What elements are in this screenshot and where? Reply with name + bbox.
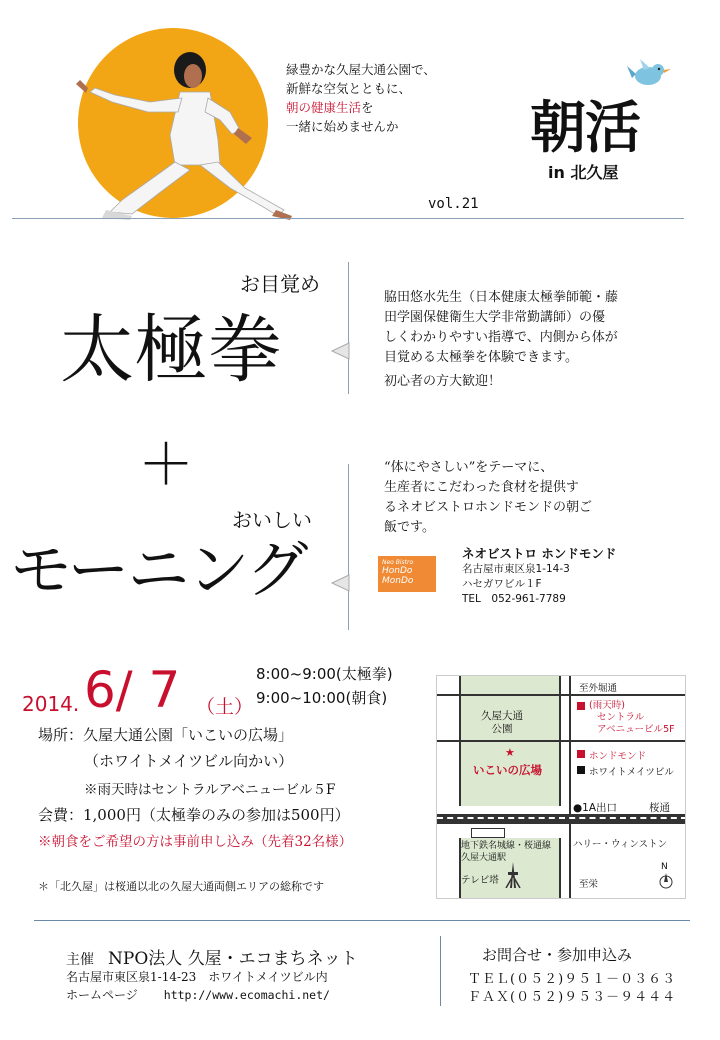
map-sakae-label: 至栄 bbox=[579, 879, 599, 890]
pointer-triangle-icon bbox=[330, 342, 350, 360]
event-times bbox=[256, 662, 393, 710]
map-sakura-label: 桜通 bbox=[649, 802, 670, 814]
morning-desc-line: “体にやさしい”をテーマに、 bbox=[384, 460, 554, 475]
map-street-top-label: 至外堀通 bbox=[579, 683, 618, 694]
taichi-figure-illustration bbox=[40, 40, 300, 220]
map-central-line: セントラル bbox=[597, 712, 645, 723]
taichi-desc-line: 目覚める太極拳を体験できます。 bbox=[384, 350, 578, 365]
logo-text: HonDo bbox=[382, 566, 413, 576]
map-building-marker bbox=[577, 750, 585, 758]
taichi-desc-line: しくわかりやすい指導で、内側から体が bbox=[384, 330, 618, 345]
map-plaza-star-icon: ★ bbox=[505, 746, 515, 759]
map-building-marker bbox=[577, 766, 585, 774]
morning-divider bbox=[348, 464, 349, 630]
contact-fax: ＦＡＸ(０５２)９５３－９４４４ bbox=[468, 990, 677, 1005]
access-map bbox=[436, 675, 686, 899]
shop-address: 名古屋市東区泉1-14-3 bbox=[462, 563, 570, 575]
intro-text bbox=[286, 60, 436, 136]
map-park-label bbox=[481, 710, 523, 736]
morning-description bbox=[384, 458, 592, 538]
map-road bbox=[437, 694, 686, 696]
plus-sign: ＋ bbox=[138, 433, 194, 498]
event-venue: 場所：久屋大通公園「いこいの広場」 bbox=[38, 726, 294, 744]
hondomondo-logo bbox=[378, 556, 436, 592]
event-date: 6/ 7 bbox=[84, 661, 181, 719]
map-sakura-dori bbox=[437, 814, 686, 824]
map-exit-label: ●1A出口 bbox=[573, 802, 618, 814]
logo-text: MonDo bbox=[382, 576, 414, 586]
map-park-label-line: 公園 bbox=[491, 723, 513, 735]
contact-tel: ＴＥＬ(０５２)９５１－０３６３ bbox=[468, 972, 677, 987]
event-weekday: （土） bbox=[196, 696, 254, 718]
intro-line bbox=[286, 98, 436, 117]
morning-kicker: おいしい bbox=[232, 508, 312, 532]
event-reservation: ※朝食をご希望の方は事前申し込み（先着32名様） bbox=[38, 834, 353, 850]
map-central-line: (雨天時) bbox=[589, 700, 625, 711]
page-subtitle: in 北久屋 bbox=[548, 163, 619, 182]
contact-title: お問合せ・参加申込み bbox=[482, 946, 633, 964]
map-harry-label: ハリー・ウィンストン bbox=[573, 839, 668, 850]
tv-tower-icon bbox=[503, 862, 523, 888]
taichi-kicker: お目覚め bbox=[240, 272, 320, 296]
shop-name: ネオビストロ ホンドモンド bbox=[462, 546, 617, 561]
taichi-desc-line: 脇田悠水先生（日本健康太極拳師範・藤 bbox=[384, 290, 619, 305]
event-venue-note: （ホワイトメイツビル向かい） bbox=[84, 752, 294, 770]
shop-info bbox=[462, 562, 570, 607]
taichi-desc-line: 田学園保健衛生大学非常勤講師）の優 bbox=[384, 310, 606, 325]
morning-desc-line: るネオビストロホンドモンドの朝ご bbox=[384, 500, 593, 515]
map-tower-label: テレビ塔 bbox=[461, 875, 499, 886]
volume-number: vol.21 bbox=[428, 196, 479, 212]
shop-building: ハセガワビル１F bbox=[462, 578, 542, 590]
footer-vertical-divider bbox=[440, 936, 441, 1006]
morning-desc-line: 飯です。 bbox=[384, 520, 435, 535]
event-fee: 会費：1,000円（太極拳のみの参加は500円） bbox=[38, 806, 350, 824]
organizer bbox=[66, 944, 358, 969]
taichi-title: 太極拳 bbox=[60, 307, 282, 393]
map-hondo-label: ホンドモンド bbox=[589, 751, 647, 762]
shop-tel: TEL 052-961-7789 bbox=[462, 593, 566, 605]
map-subway-label bbox=[461, 840, 551, 864]
logo-text: Neo Bistro bbox=[382, 559, 414, 566]
intro-line: 緑豊かな久屋大通公園で、 bbox=[286, 62, 436, 77]
footer-divider bbox=[34, 920, 690, 921]
morning-desc-line: 生産者にこだわった食材を提供す bbox=[384, 480, 579, 495]
map-park-label-line: 久屋大通 bbox=[481, 710, 523, 722]
homepage bbox=[66, 986, 330, 1003]
event-year: 2014. bbox=[22, 692, 80, 716]
homepage-link[interactable]: http://www.ecomachi.net/ bbox=[163, 988, 330, 1002]
map-subway-line: 久屋大通駅 bbox=[461, 853, 507, 863]
map-road bbox=[569, 676, 571, 899]
taichi-description bbox=[384, 288, 618, 392]
map-central-label bbox=[589, 700, 675, 736]
map-building-marker bbox=[577, 702, 585, 710]
map-station-box bbox=[471, 828, 505, 838]
intro-line: 新鮮な空気とともに、 bbox=[286, 81, 412, 96]
organizer-name: NPO法人 久屋・エコまちネット bbox=[108, 949, 358, 969]
morning-title: モーニング bbox=[10, 533, 307, 606]
homepage-label: ホームページ bbox=[66, 988, 138, 1002]
intro-highlight: 朝の健康生活 bbox=[286, 100, 362, 115]
taichi-divider bbox=[348, 262, 349, 394]
header-divider bbox=[12, 218, 684, 219]
map-north-label: N bbox=[661, 862, 668, 872]
page-title: 朝活 bbox=[530, 96, 640, 161]
time-taichi: 8:00~9:00(太極拳) bbox=[256, 665, 393, 683]
map-subway-line: 地下鉄名城線・桜通線 bbox=[461, 841, 552, 851]
taichi-desc-line: 初心者の方大歓迎！ bbox=[384, 374, 502, 389]
time-breakfast: 9:00~10:00(朝食) bbox=[256, 689, 388, 707]
map-road bbox=[437, 740, 686, 742]
map-road-dash bbox=[437, 817, 686, 819]
north-arrow-icon bbox=[659, 872, 673, 890]
organizer-label: 主催 bbox=[66, 952, 94, 968]
map-white-label: ホワイトメイツビル bbox=[589, 767, 674, 778]
intro-line: 一緒に始めませんか bbox=[286, 119, 399, 134]
organizer-address: 名古屋市東区泉1-14-23 ホワイトメイツビル内 bbox=[66, 970, 328, 984]
pointer-triangle-icon bbox=[330, 574, 350, 592]
map-plaza-label: いこいの広場 bbox=[473, 763, 542, 777]
map-central-line: アベニュービル5F bbox=[597, 724, 675, 735]
event-rain-note: ※雨天時はセントラルアベニュービル５F bbox=[84, 782, 336, 798]
event-footnote: ＊「北久屋」は桜通以北の久屋大通両側エリアの総称です bbox=[38, 880, 324, 893]
intro-line-suffix: を bbox=[361, 100, 374, 115]
